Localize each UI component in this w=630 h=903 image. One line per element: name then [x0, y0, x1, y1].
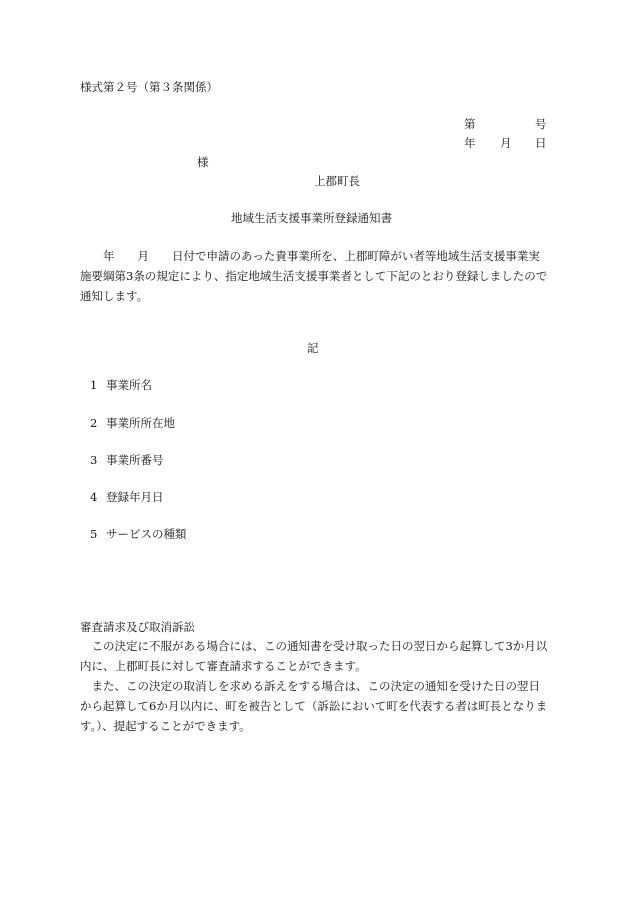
document-title: 地域生活支援事業所登録通知書	[231, 211, 392, 225]
notice-paragraph	[80, 636, 550, 736]
doc-number-suffix: 号	[535, 117, 547, 131]
ki-heading: 記	[307, 341, 319, 355]
notice-line: 内に、上郡町長に対して審査請求することができます。	[80, 659, 367, 673]
notice-line: から起算して6か月以内に、町を被告として（訴訟において町を代表する者は町長となりま	[80, 699, 548, 713]
item-number: 2	[90, 416, 98, 430]
item-number: 5	[90, 527, 98, 541]
item-number: 4	[90, 490, 98, 504]
list-item	[90, 380, 152, 392]
list-item	[90, 529, 187, 541]
notice-line: また、この決定の取消しを求める訴えをする場合は、この決定の通知を受けた日の翌日	[80, 679, 540, 693]
item-label: 事業所所在地	[106, 416, 175, 430]
addressee-suffix: 様	[197, 155, 209, 169]
date-day-label: 日	[535, 136, 547, 150]
list-item	[90, 418, 175, 430]
item-label: 事業所名	[106, 378, 152, 392]
sender: 上郡町長	[314, 174, 360, 188]
form-label: 様式第２号（第３条関係）	[80, 80, 218, 94]
item-number: 1	[90, 378, 98, 392]
date-year-label: 年	[464, 136, 476, 150]
body-paragraph	[80, 246, 550, 306]
item-label: 事業所番号	[106, 453, 164, 467]
body-line: 通知します。	[80, 289, 149, 303]
body-line: 年 月 日付で申請のあった貴事業所を、上郡町障がい者等地域生活支援事業実	[80, 249, 540, 263]
body-line: 施要綱第3条の規定により、指定地域生活支援事業者として下記のとおり登録しましたので	[80, 269, 548, 283]
item-number: 3	[90, 453, 98, 467]
item-label: サービスの種類	[106, 527, 187, 541]
item-label: 登録年月日	[106, 490, 164, 504]
list-item	[90, 455, 164, 467]
list-item	[90, 492, 164, 504]
notice-line: す。）、提起することができます。	[80, 719, 251, 733]
date-month-label: 月	[500, 136, 512, 150]
doc-number-prefix: 第	[464, 117, 476, 131]
notice-line: この決定に不服がある場合には、この通知書を受け取った日の翌日から起算して3か月以	[80, 639, 548, 653]
notice-heading: 審査請求及び取消訴訟	[80, 620, 195, 634]
